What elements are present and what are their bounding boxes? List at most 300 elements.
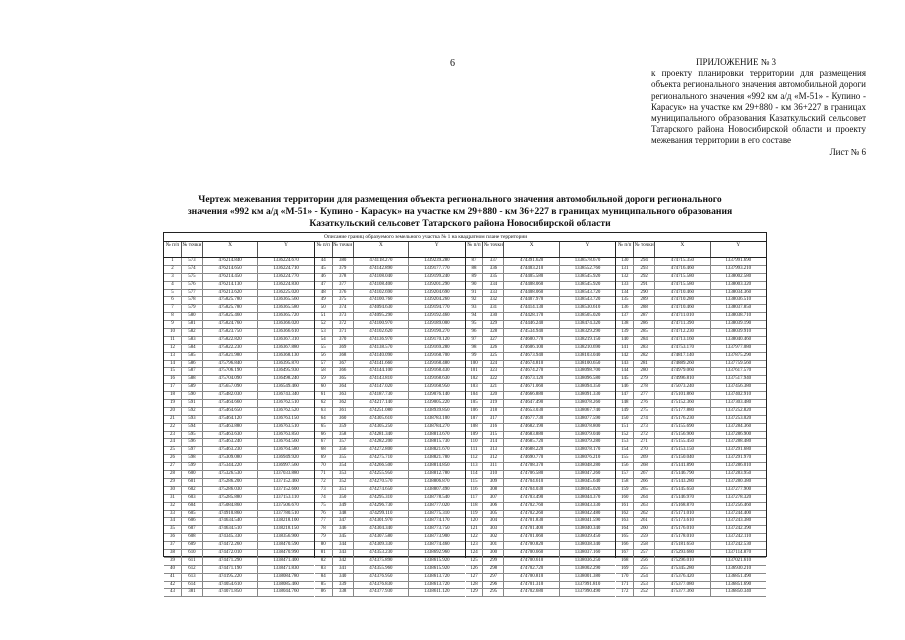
cell-point: 359 [333, 424, 354, 431]
cell-point: 284 [634, 337, 655, 344]
cell-y: 1338783.100 [423, 415, 450, 421]
cell-n: 161 [616, 503, 634, 510]
table-row [616, 290, 766, 298]
cell-x: 474140.090 [354, 353, 409, 360]
cell-point: 350 [333, 495, 354, 502]
table-row [164, 313, 314, 321]
cell-y: 1338044.370 [574, 494, 601, 500]
cell-point: 353 [333, 471, 354, 478]
cell-n: 126 [466, 566, 484, 573]
cell-n: 142 [616, 353, 634, 360]
cell-point: 302 [483, 534, 504, 541]
cell-n: 6 [164, 297, 182, 304]
cell-x: 474071.850 [203, 589, 258, 596]
cell-point: 315 [483, 432, 504, 439]
cell-x: 474701.310 [504, 582, 559, 589]
cell-y: 1338041.590 [574, 518, 601, 524]
cell-y: 1338814.850 [423, 463, 450, 469]
cell-point: 267 [634, 471, 655, 478]
cell-n: 64 [315, 416, 333, 423]
cell-y: 1337278.320 [725, 494, 752, 500]
cell-y: 1338474.320 [574, 321, 601, 327]
cell-n: 117 [466, 495, 484, 502]
cell-y: 1336495.930 [273, 368, 299, 374]
cell-x: 475464.120 [203, 416, 258, 423]
cell-n: 103 [466, 384, 484, 391]
cell-n: 91 [466, 290, 484, 297]
cell-n: 74 [315, 495, 333, 502]
cell-y: 1338002.290 [574, 565, 601, 571]
cell-x: 474817.140 [655, 353, 710, 360]
cell-y: 1338774.170 [423, 518, 450, 524]
cell-n: 110 [466, 439, 484, 446]
cell-point: 576 [182, 282, 203, 289]
cell-point: 600 [182, 471, 203, 478]
table-row [164, 376, 314, 384]
table-row [315, 345, 465, 353]
cell-n: 60 [315, 384, 333, 391]
cell-x: 474704.030 [504, 487, 559, 494]
cell-n: 16 [164, 376, 182, 383]
cell-point: 330 [483, 313, 504, 320]
cell-y: 1338821.780 [423, 455, 450, 461]
cell-y: 1339204.690 [423, 289, 450, 295]
cell-point: 374 [333, 305, 354, 312]
cell-point: 380 [333, 258, 354, 265]
cell-n: 24 [164, 439, 182, 446]
cell-y: 1339169.280 [423, 344, 450, 350]
table-row [315, 447, 465, 455]
appendix-note [651, 57, 866, 158]
appendix-heading: ПРИЛОЖЕНИЕ № 3 [696, 57, 777, 67]
cell-x: 476214.840 [203, 258, 258, 265]
table-blocks [164, 242, 766, 595]
cell-n: 89 [466, 274, 484, 281]
table-row [466, 297, 616, 305]
cell-point: 593 [182, 416, 203, 423]
cell-n: 131 [616, 266, 634, 273]
cell-x: 474685.720 [504, 439, 559, 446]
table-row [315, 518, 465, 526]
cell-y: 1336365.720 [273, 313, 299, 319]
cell-y: 1338939.850 [423, 407, 450, 413]
cell-x: 474102.690 [354, 290, 409, 297]
cell-point: 301 [483, 542, 504, 549]
cell-point: 257 [634, 550, 655, 557]
cell-point: 316 [483, 424, 504, 431]
cell-x: 475309.080 [203, 455, 258, 462]
cell-n: 59 [315, 376, 333, 383]
header-y: Y [284, 242, 288, 248]
cell-n: 17 [164, 384, 182, 391]
appendix-body: к проекту планировки территории для размещения объекта регионального значения автомобильной дороги регионального значения «992 км а/д «М-51» - Купино - Карасук» на участке км 29+880 - км 36+227 в границах муниципального образования Казаткульский сельсовет Татарского района Новосибирской области и проекту межевания территории в его составе [651, 68, 866, 146]
cell-point: 373 [333, 313, 354, 320]
cell-n: 138 [616, 321, 634, 328]
cell-n: 5 [164, 290, 182, 297]
cell-x: 474979.060 [655, 368, 710, 375]
cell-x: 474142.890 [354, 266, 409, 273]
cell-x: 475285.880 [203, 495, 258, 502]
table-row [315, 258, 465, 266]
table-row [164, 321, 314, 329]
table-row [164, 274, 314, 282]
cell-point: 285 [634, 329, 655, 336]
cell-n: 95 [466, 321, 484, 328]
table-header [164, 242, 314, 258]
table-row [164, 534, 314, 542]
cell-n: 65 [315, 424, 333, 431]
cell-y: 1338613.720 [423, 581, 450, 587]
cell-point: 607 [182, 526, 203, 533]
cell-point: 263 [634, 503, 655, 510]
cell-y: 1336949.920 [273, 455, 299, 461]
table-row [315, 392, 465, 400]
cell-y: 1338505.020 [574, 313, 601, 319]
cell-n: 148 [616, 400, 634, 407]
cell-x: 474118.270 [354, 258, 409, 265]
cell-x: 475463.630 [203, 432, 258, 439]
cell-point: 573 [182, 258, 203, 265]
cell-y: 1338036.510 [725, 297, 752, 303]
cell-y: 1338036.250 [574, 557, 601, 563]
cell-y: 1338038.340 [574, 542, 601, 548]
cell-y: 1338077.590 [574, 415, 601, 421]
cell-point: 288 [634, 305, 655, 312]
cell-x: 475155.690 [655, 424, 710, 431]
cell-point: 361 [333, 408, 354, 415]
cell-y: 1336762.510 [273, 400, 299, 406]
cell-n: 15 [164, 368, 182, 375]
cell-n: 88 [466, 266, 484, 273]
cell-x: 476214.130 [203, 282, 258, 289]
cell-n: 145 [616, 376, 634, 383]
cell-point: 582 [182, 329, 203, 336]
cell-y: 1337780.510 [273, 510, 299, 516]
table-block [616, 242, 766, 595]
cell-x: 474683.880 [504, 432, 559, 439]
cell-n: 82 [315, 558, 333, 565]
table-row [466, 266, 616, 274]
cell-point: 334 [483, 282, 504, 289]
cell-n: 146 [616, 384, 634, 391]
cell-y: 1338042.480 [574, 510, 601, 516]
cell-point: 337 [483, 258, 504, 265]
cell-x: 474671.060 [504, 384, 559, 391]
cell-n: 76 [315, 511, 333, 518]
cell-point: 578 [182, 297, 203, 304]
cell-x: 474100.970 [354, 321, 409, 328]
cell-point: 604 [182, 503, 203, 510]
cell-n: 9 [164, 321, 182, 328]
cell-y: 1338774.460 [423, 542, 450, 548]
table-row [616, 282, 766, 290]
cell-y: 1338545.920 [574, 281, 601, 287]
cell-n: 29 [164, 479, 182, 486]
table-row [164, 305, 314, 313]
cell-x: 475463.880 [203, 424, 258, 431]
cell-y: 1337977.080 [725, 344, 752, 350]
cell-n: 19 [164, 400, 182, 407]
cell-y: 1338611.120 [424, 589, 450, 595]
cell-y: 1338530.610 [574, 305, 601, 311]
cell-y: 1338044.760 [273, 589, 299, 595]
cell-x: 474270.570 [354, 479, 409, 486]
cell-x: 474353.230 [354, 550, 409, 557]
cell-point: 305 [483, 511, 504, 518]
cell-x: 474713.160 [655, 337, 710, 344]
cell-x: 474753.170 [655, 345, 710, 352]
cell-x: 475821.980 [203, 353, 258, 360]
cell-point: 599 [182, 463, 203, 470]
coordinates-table [163, 232, 767, 595]
cell-y: 1338098.700 [574, 368, 601, 374]
cell-y: 1337242.110 [725, 534, 752, 540]
header-y: Y [736, 242, 741, 248]
cell-point: 296 [483, 582, 504, 589]
cell-y: 1336365.560 [273, 297, 299, 303]
cell-n: 31 [164, 495, 182, 502]
table-row [616, 345, 766, 353]
cell-point: 306 [483, 503, 504, 510]
cell-y: 1338578.670 [574, 258, 601, 263]
cell-y: 1336498.240 [273, 376, 299, 382]
table-row [616, 329, 766, 337]
table-block [164, 242, 315, 595]
table-row [164, 424, 314, 432]
cell-point: 588 [182, 376, 203, 383]
table-row [466, 495, 616, 503]
cell-point: 317 [483, 416, 504, 423]
cell-point: 266 [634, 479, 655, 486]
cell-x: 474094.630 [354, 305, 409, 312]
cell-n: 150 [616, 416, 634, 423]
cell-y: 1338471.830 [273, 565, 299, 571]
cell-n: 133 [616, 282, 634, 289]
cell-y: 1338471.400 [273, 557, 299, 563]
cell-n: 108 [466, 424, 484, 431]
cell-point: 610 [182, 550, 203, 557]
table-row [616, 258, 766, 266]
cell-point: 365 [333, 376, 354, 383]
cell-point: 295 [483, 589, 504, 596]
cell-x: 474673.940 [504, 353, 559, 360]
cell-x: 476214.650 [203, 266, 258, 273]
cell-x: 474674.810 [504, 361, 559, 368]
header-point: № точки [483, 242, 504, 257]
cell-x: 474141.660 [354, 361, 409, 368]
cell-x: 475181.650 [655, 542, 710, 549]
table-caption: Описание границ образуемого земельного участка № 1 на квадратном плане территории [164, 233, 766, 242]
table-row [616, 305, 766, 313]
table-row [466, 463, 616, 471]
cell-y: 1337153.110 [273, 494, 299, 500]
table-row [164, 337, 314, 345]
cell-point: 299 [483, 558, 504, 565]
cell-n: 93 [466, 305, 484, 312]
cell-x: 474307.580 [354, 534, 409, 541]
cell-point: 321 [483, 384, 504, 391]
cell-n: 48 [315, 290, 333, 297]
table-row [466, 534, 616, 542]
cell-x: 474700.810 [504, 574, 559, 581]
cell-n: 90 [466, 282, 484, 289]
cell-x: 475344.220 [203, 463, 258, 470]
table-row [616, 321, 766, 329]
cell-n: 67 [315, 439, 333, 446]
table-row [466, 471, 616, 479]
cell-y: 1336224.710 [273, 265, 299, 271]
table-row [466, 518, 616, 526]
table-row [315, 463, 465, 471]
table-row [164, 400, 314, 408]
cell-x: 474100.760 [354, 297, 409, 304]
cell-y: 1338079.280 [574, 439, 601, 445]
table-row [164, 526, 314, 534]
header-n: № п/п [315, 242, 333, 257]
table-row [164, 258, 314, 266]
cell-n: 105 [466, 400, 484, 407]
cell-point: 309 [483, 479, 504, 486]
cell-y: 1338045.640 [574, 478, 601, 484]
table-row [315, 337, 465, 345]
table-row [315, 582, 465, 590]
table-row [466, 400, 616, 408]
cell-y: 1338037.850 [725, 305, 752, 311]
cell-n: 71 [315, 471, 333, 478]
cell-point: 597 [182, 447, 203, 454]
cell-n: 12 [164, 345, 182, 352]
table-row [164, 479, 314, 487]
cell-x: 474690.770 [504, 455, 559, 462]
cell-x: 474309.330 [354, 542, 409, 549]
cell-point: 329 [483, 321, 504, 328]
cell-n: 125 [466, 558, 484, 565]
cell-y: 1337283.950 [725, 471, 752, 477]
cell-point: 358 [333, 432, 354, 439]
cell-n: 106 [466, 408, 484, 415]
cell-y: 1338219.150 [574, 336, 601, 342]
cell-y: 1339005.220 [423, 400, 450, 406]
table-row [616, 392, 766, 400]
cell-point: 268 [634, 463, 655, 470]
cell-y: 1337991.690 [725, 258, 752, 263]
table-row [466, 558, 616, 566]
cell-point: 297 [483, 574, 504, 581]
cell-y: 1338091.330 [574, 392, 601, 398]
cell-x: 474054.610 [203, 582, 258, 589]
table-row [164, 361, 314, 369]
header-point: № точки [634, 242, 655, 257]
cell-x: 474688.220 [504, 447, 559, 454]
cell-y: 1336764.560 [273, 439, 299, 445]
cell-x: 475153.150 [655, 447, 710, 454]
cell-n: 163 [616, 518, 634, 525]
cell-x: 474910.860 [203, 511, 258, 518]
cell-n: 18 [164, 392, 182, 399]
cell-point: 595 [182, 432, 203, 439]
table-row [466, 439, 616, 447]
cell-point: 319 [483, 400, 504, 407]
cell-point: 279 [634, 376, 655, 383]
cell-point: 323 [483, 368, 504, 375]
cell-y: 1338002.580 [725, 273, 752, 279]
cell-point: 379 [333, 266, 354, 273]
cell-point: 259 [634, 534, 655, 541]
cell-x: 475286.030 [203, 487, 258, 494]
table-row [616, 408, 766, 416]
cell-point: 292 [634, 274, 655, 281]
cell-x: 475173.610 [655, 518, 710, 525]
cell-point: 312 [483, 455, 504, 462]
cell-point: 276 [634, 400, 655, 407]
cell-point: 348 [333, 511, 354, 518]
cell-y: 1338040.460 [725, 336, 752, 342]
cell-y: 1337991.810 [574, 581, 601, 587]
cell-n: 69 [315, 455, 333, 462]
cell-x: 475293.680 [655, 550, 710, 557]
cell-point: 606 [182, 518, 203, 525]
cell-x: 474376.950 [354, 574, 409, 581]
cell-x: 474606.100 [504, 345, 559, 352]
cell-y: 1338210.690 [574, 344, 601, 350]
cell-point: 327 [483, 337, 504, 344]
table-row [164, 290, 314, 298]
cell-point: 262 [634, 511, 655, 518]
cell-y: 1338001.380 [574, 573, 601, 579]
cell-point: 256 [634, 558, 655, 565]
cell-y: 1336851.690 [725, 581, 752, 587]
cell-y: 1337244.400 [725, 510, 752, 516]
cell-n: 3 [164, 274, 182, 281]
cell-point: 372 [333, 321, 354, 328]
cell-y: 1338470.990 [273, 549, 299, 555]
cell-y: 1337243.380 [725, 518, 752, 524]
cell-point: 605 [182, 511, 203, 518]
cell-n: 92 [466, 297, 484, 304]
cell-point: 286 [634, 321, 655, 328]
cell-n: 46 [315, 274, 333, 281]
cell-y: 1339192.460 [423, 313, 450, 319]
cell-y: 1338084.780 [273, 573, 299, 579]
table-row [315, 282, 465, 290]
table-row [315, 503, 465, 511]
cell-x: 475822.820 [203, 337, 258, 344]
cell-y: 1337291.970 [725, 455, 752, 461]
cell-y: 1338815.730 [423, 439, 450, 445]
cell-y: 1336764.580 [273, 447, 299, 453]
cell-point: 338 [333, 589, 354, 596]
cell-point: 376 [333, 290, 354, 297]
table-row [616, 274, 766, 282]
cell-x: 474711.010 [655, 313, 710, 320]
header-x: X [655, 242, 710, 257]
cell-y: 1338079.040 [574, 431, 601, 437]
table-row [616, 534, 766, 542]
cell-x: 475101.860 [655, 392, 710, 399]
header-point: № точки [182, 242, 203, 257]
table-row [315, 376, 465, 384]
cell-point: 371 [333, 329, 354, 336]
cell-n: 11 [164, 337, 182, 344]
cell-point: 375 [333, 297, 354, 304]
cell-n: 23 [164, 432, 182, 439]
table-row [315, 589, 465, 597]
cell-x: 475825.780 [203, 305, 258, 312]
cell-n: 22 [164, 424, 182, 431]
table-row [616, 353, 766, 361]
table-row [315, 550, 465, 558]
table-row [315, 511, 465, 519]
